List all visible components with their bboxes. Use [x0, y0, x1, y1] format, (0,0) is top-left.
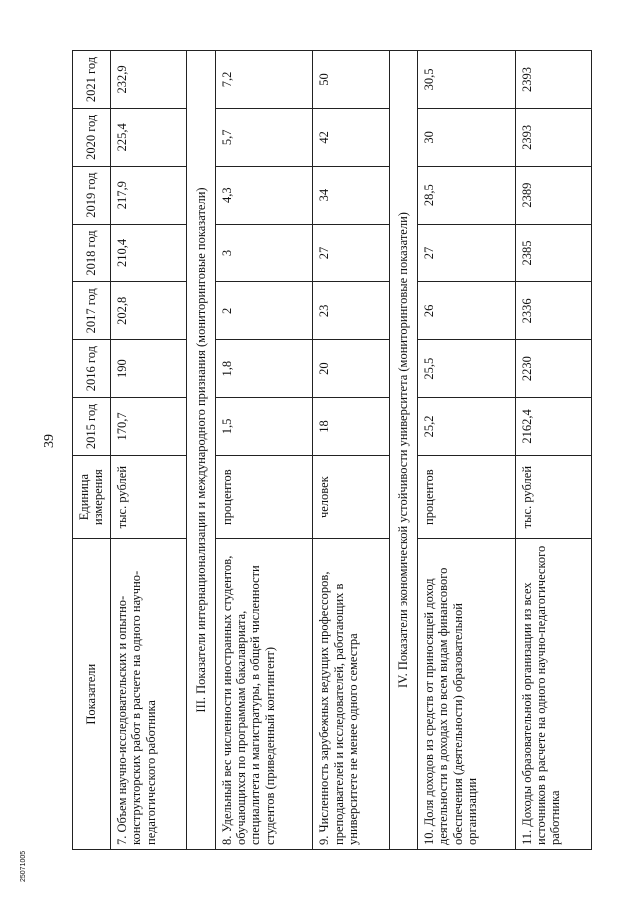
value-cell: 190 — [110, 340, 186, 398]
table-row — [515, 51, 592, 850]
page-number: 39 — [42, 434, 57, 448]
value-cell: 7,2 — [215, 51, 313, 109]
value-cell: 26 — [417, 282, 515, 340]
value-cell: 2385 — [515, 224, 592, 282]
value-cell: 42 — [313, 108, 389, 166]
value-cell: 2 — [215, 282, 313, 340]
header-unit: Единица измерения — [73, 455, 111, 539]
footer-code: 25071005 — [20, 850, 27, 882]
indicator-cell: 8. Удельный вес численности иностранных студентов, обучающихся по программам бакалавриата, специалитета и магистратуры, в общей численности студентов (приведенный контингент) — [215, 539, 313, 850]
indicators-table — [72, 50, 592, 850]
table-row — [313, 51, 389, 850]
value-cell: 27 — [313, 224, 389, 282]
indicator-cell: 9. Численность зарубежных ведущих профессоров, преподавателей и исследователей, работающих в университете не менее одного семестра — [313, 539, 389, 850]
value-cell: 30 — [417, 108, 515, 166]
value-cell: 4,3 — [215, 166, 313, 224]
value-cell: 34 — [313, 166, 389, 224]
unit-cell: тыс. рублей — [515, 455, 592, 539]
value-cell: 25,2 — [417, 398, 515, 456]
value-cell: 27 — [417, 224, 515, 282]
table-row — [110, 51, 186, 850]
header-year-2018: 2018 год — [73, 224, 111, 282]
value-cell: 210,4 — [110, 224, 186, 282]
unit-cell: тыс. рублей — [110, 455, 186, 539]
unit-cell: процентов — [417, 455, 515, 539]
header-year-2019: 2019 год — [73, 166, 111, 224]
indicator-cell: 7. Объем научно-исследовательских и опытно-конструкторских работ в расчете на одного научно-педагогического работника — [110, 539, 186, 850]
indicator-cell: 10. Доля доходов из средств от приносящей доход деятельности в доходах по всем видам финансового обеспечения (деятельности) образовательной организации — [417, 539, 515, 850]
header-year-2020: 2020 год — [73, 108, 111, 166]
value-cell: 3 — [215, 224, 313, 282]
value-cell: 232,9 — [110, 51, 186, 109]
indicator-cell: 11. Доходы образовательной организации из всех источников в расчете на одного научно-педагогического работника — [515, 539, 592, 850]
section-title: IV. Показатели экономической устойчивости университета (мониторинговые показатели) — [389, 51, 417, 850]
section-row — [187, 51, 215, 850]
value-cell: 20 — [313, 340, 389, 398]
value-cell: 23 — [313, 282, 389, 340]
rotated-table-container — [72, 50, 592, 850]
value-cell: 50 — [313, 51, 389, 109]
section-title: III. Показатели интернационализации и международного признания (мониторинговые показатели) — [187, 51, 215, 850]
value-cell: 1,8 — [215, 340, 313, 398]
value-cell: 225,4 — [110, 108, 186, 166]
value-cell: 5,7 — [215, 108, 313, 166]
header-year-2017: 2017 год — [73, 282, 111, 340]
value-cell: 2230 — [515, 340, 592, 398]
table-row — [417, 51, 515, 850]
value-cell: 202,8 — [110, 282, 186, 340]
value-cell: 2162,4 — [515, 398, 592, 456]
value-cell: 2393 — [515, 51, 592, 109]
value-cell: 25,5 — [417, 340, 515, 398]
value-cell: 18 — [313, 398, 389, 456]
unit-cell: процентов — [215, 455, 313, 539]
header-indicator: Показатели — [73, 539, 111, 850]
value-cell: 1,5 — [215, 398, 313, 456]
header-year-2016: 2016 год — [73, 340, 111, 398]
value-cell: 28,5 — [417, 166, 515, 224]
value-cell: 2336 — [515, 282, 592, 340]
value-cell: 170,7 — [110, 398, 186, 456]
value-cell: 30,5 — [417, 51, 515, 109]
value-cell: 2393 — [515, 108, 592, 166]
section-row — [389, 51, 417, 850]
table-header-row — [73, 51, 111, 850]
value-cell: 2389 — [515, 166, 592, 224]
table-row — [215, 51, 313, 850]
header-year-2021: 2021 год — [73, 51, 111, 109]
unit-cell: человек — [313, 455, 389, 539]
value-cell: 217,9 — [110, 166, 186, 224]
header-year-2015: 2015 год — [73, 398, 111, 456]
